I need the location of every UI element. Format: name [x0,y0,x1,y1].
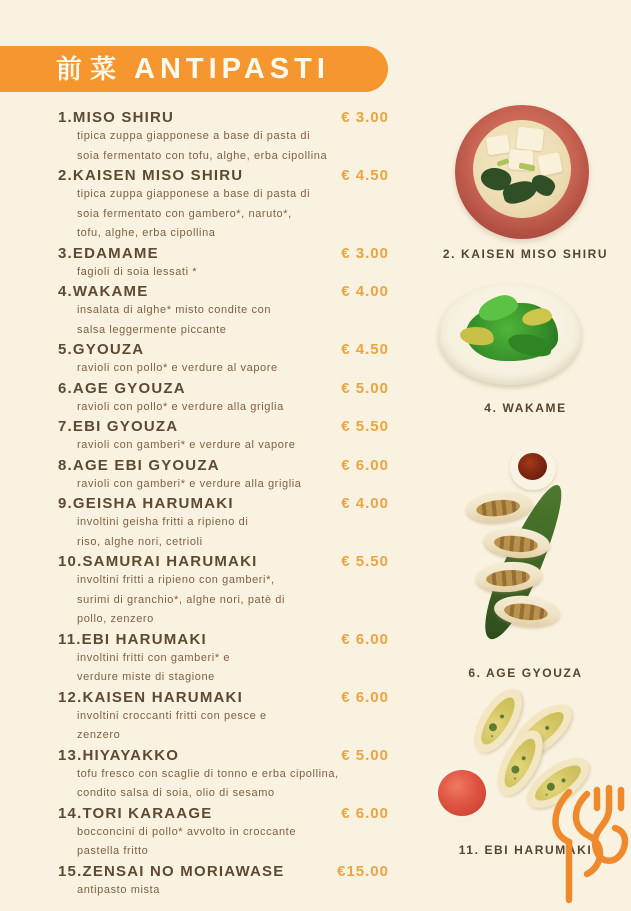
menu-item [58,630,389,688]
menu-item-price: € 3.00 [341,109,389,126]
menu-item [58,108,389,166]
menu-item-description [58,571,389,630]
soy-sauce-dish [510,446,556,490]
gyoza-dumpling [465,489,534,526]
menu-item-price: € 5.50 [341,553,389,570]
menu-item-description-line: zenzero [77,729,121,741]
menu-item-description [58,263,389,283]
menu-item-price: € 4.00 [341,283,389,300]
soy-sauce [518,453,547,480]
menu-item [58,340,389,379]
menu-item-description [58,398,389,418]
soup-surface [473,120,571,218]
menu-item-price: € 4.50 [341,167,389,184]
menu-item-price: € 3.00 [341,244,389,262]
photo-caption: 6. AGE GYOUZA [468,666,583,680]
menu-item-name: 14.TORI KARAAGE [58,804,213,822]
menu-item-price: € 6.00 [341,630,389,648]
gyoza-dumpling [475,560,543,595]
menu-item-description-line: involtini fritti a ripieno con gamberi*, [77,574,275,586]
section-header-banner [0,46,388,92]
menu-item-header [58,379,389,398]
menu-item [58,688,389,746]
menu-item-description [58,127,389,166]
menu-item-header [58,244,389,263]
menu-item-name: 4.WAKAME [58,283,149,300]
menu-item-description-line: involtini croccanti fritti con pesce e [77,709,267,722]
menu-item-price: € 4.00 [341,495,389,512]
menu-item-header [58,552,389,571]
menu-item [58,804,389,862]
menu-item-name: 5.GYOUZA [58,341,145,358]
menu-item-name: 10.SAMURAI HARUMAKI [58,553,258,570]
menu-item-description-line: verdure miste di stagione [77,671,215,683]
menu-item-description-line: salsa leggermente piccante [77,323,227,336]
menu-item-description-line: surimi di granchio*, alghe nori, patè di [77,593,286,606]
menu-item-description [58,301,389,340]
menu-item [58,862,389,901]
tofu-cube [516,127,544,152]
menu-item-name: 12.KAISEN HARUMAKI [58,688,243,706]
menu-item-name: 7.EBI GYOUZA [58,418,179,435]
fork-and-knife-logo [541,784,631,906]
photo-caption: 2. KAISEN MISO SHIRU [442,247,609,261]
menu-item-name: 2.KAISEN MISO SHIRU [58,167,244,184]
menu-item-description-line: ravioli con gamberi* e verdure alla griglia [77,477,302,490]
leek-piece [519,162,536,171]
menu-item-description [58,475,389,495]
menu-item-description-line: involtini geisha fritti a ripieno di [77,516,249,528]
wakame-salad-plate-photo [438,283,582,385]
menu-item-description [58,881,389,901]
menu-item-price: € 5.00 [341,379,389,397]
menu-item-name: 1.MISO SHIRU [58,109,175,126]
menu-item-description-line: pollo, zenzero [77,613,154,625]
menu-item-description-line: soia fermentato con gambero*, naruto*, [77,207,292,220]
menu-item [58,417,389,456]
miso-soup-bowl-photo [455,105,589,239]
menu-item-description-line: ravioli con pollo* e verdure alla griglia [77,400,284,413]
menu-item-description-line: tipica zuppa giapponese a base di pasta di [77,188,311,200]
menu-item-header [58,494,389,513]
menu-item-description [58,823,389,862]
menu-item-price: € 6.00 [341,804,389,822]
menu-item-description-line: ravioli con pollo* e verdure al vapore [77,362,278,374]
menu-item-description-line: riso, alghe nori, cetrioli [77,535,203,548]
menu-item-description-line: pastella fritto [77,845,149,857]
menu-item-header [58,282,389,301]
menu-item-price: € 4.50 [341,341,389,358]
menu-item-description [58,436,389,456]
menu-item-description [58,513,389,552]
section-title: ANTIPASTI [134,52,330,85]
menu-item-description [58,765,389,804]
menu-item-list [58,108,389,900]
gyoza-on-leaf-photo [458,450,588,635]
menu-item [58,282,389,340]
menu-item-description [58,359,389,379]
menu-item [58,552,389,630]
photo-caption: 11. EBI HARUMAKI [458,843,593,857]
section-title-kanji: 前菜 [56,54,125,84]
menu-item-header [58,108,389,127]
tofu-cube [486,135,510,156]
menu-item-header [58,456,389,475]
menu-item-name: 3.EDAMAME [58,244,159,262]
menu-item-header [58,166,389,185]
menu-item-header [58,688,389,707]
menu-item-price: € 6.00 [341,688,389,706]
menu-item-header [58,630,389,649]
menu-item [58,166,389,244]
menu-item-price: € 5.50 [341,418,389,435]
sweet-chili-sauce [438,770,486,816]
menu-item-header [58,804,389,823]
menu-item-price: €15.00 [337,862,389,880]
menu-item-description-line: tipica zuppa giapponese a base di pasta di [77,130,311,142]
menu-item-description-line: tofu fresco con scaglie di tonno e erba cipollina, [77,767,339,780]
menu-item-name: 11.EBI HARUMAKI [58,630,207,648]
menu-item-description-line: insalata di alghe* misto condite con [77,304,272,316]
menu-item-description [58,707,389,746]
menu-item-header [58,746,389,765]
menu-item [58,244,389,283]
menu-item-description-line: ravioli con gamberi* e verdure al vapore [77,439,296,451]
menu-item-name: 9.GEISHA HARUMAKI [58,495,234,512]
menu-item-header [58,417,389,436]
menu-item-name: 8.AGE EBI GYOUZA [58,456,220,474]
leek-piece [497,158,510,167]
menu-item-description-line: condito salsa di soia, olio di sesamo [77,787,275,799]
menu-item-name: 15.ZENSAI NO MORIAWASE [58,862,285,880]
menu-item-description [58,649,389,688]
menu-item-description-line: involtini fritti con gamberi* e [77,651,231,664]
fork-and-knife-logo-graphic [541,784,631,906]
menu-item-name: 13.HIYAYAKKO [58,746,180,764]
menu-item-description-line: bocconcini di pollo* avvolto in croccante [77,825,297,838]
menu-item-price: € 6.00 [341,456,389,474]
menu-item [58,456,389,495]
menu-item-description-line: tofu, alghe, erba cipollina [77,227,216,239]
menu-item [58,494,389,552]
menu-item [58,379,389,418]
menu-item [58,746,389,804]
menu-item-header [58,862,389,881]
menu-item-description-line: antipasto mista [77,883,160,896]
menu-item-description-line: fagioli di soia lessati * [77,265,198,278]
tofu-cube [537,152,563,176]
menu-item-name: 6.AGE GYOUZA [58,379,186,397]
menu-item-header [58,340,389,359]
menu-item-price: € 5.00 [341,746,389,764]
photo-caption: 4. WAKAME [484,401,567,415]
menu-item-description [58,185,389,244]
menu-item-description-line: soia fermentato con tofu, alghe, erba cipollina [77,149,328,162]
